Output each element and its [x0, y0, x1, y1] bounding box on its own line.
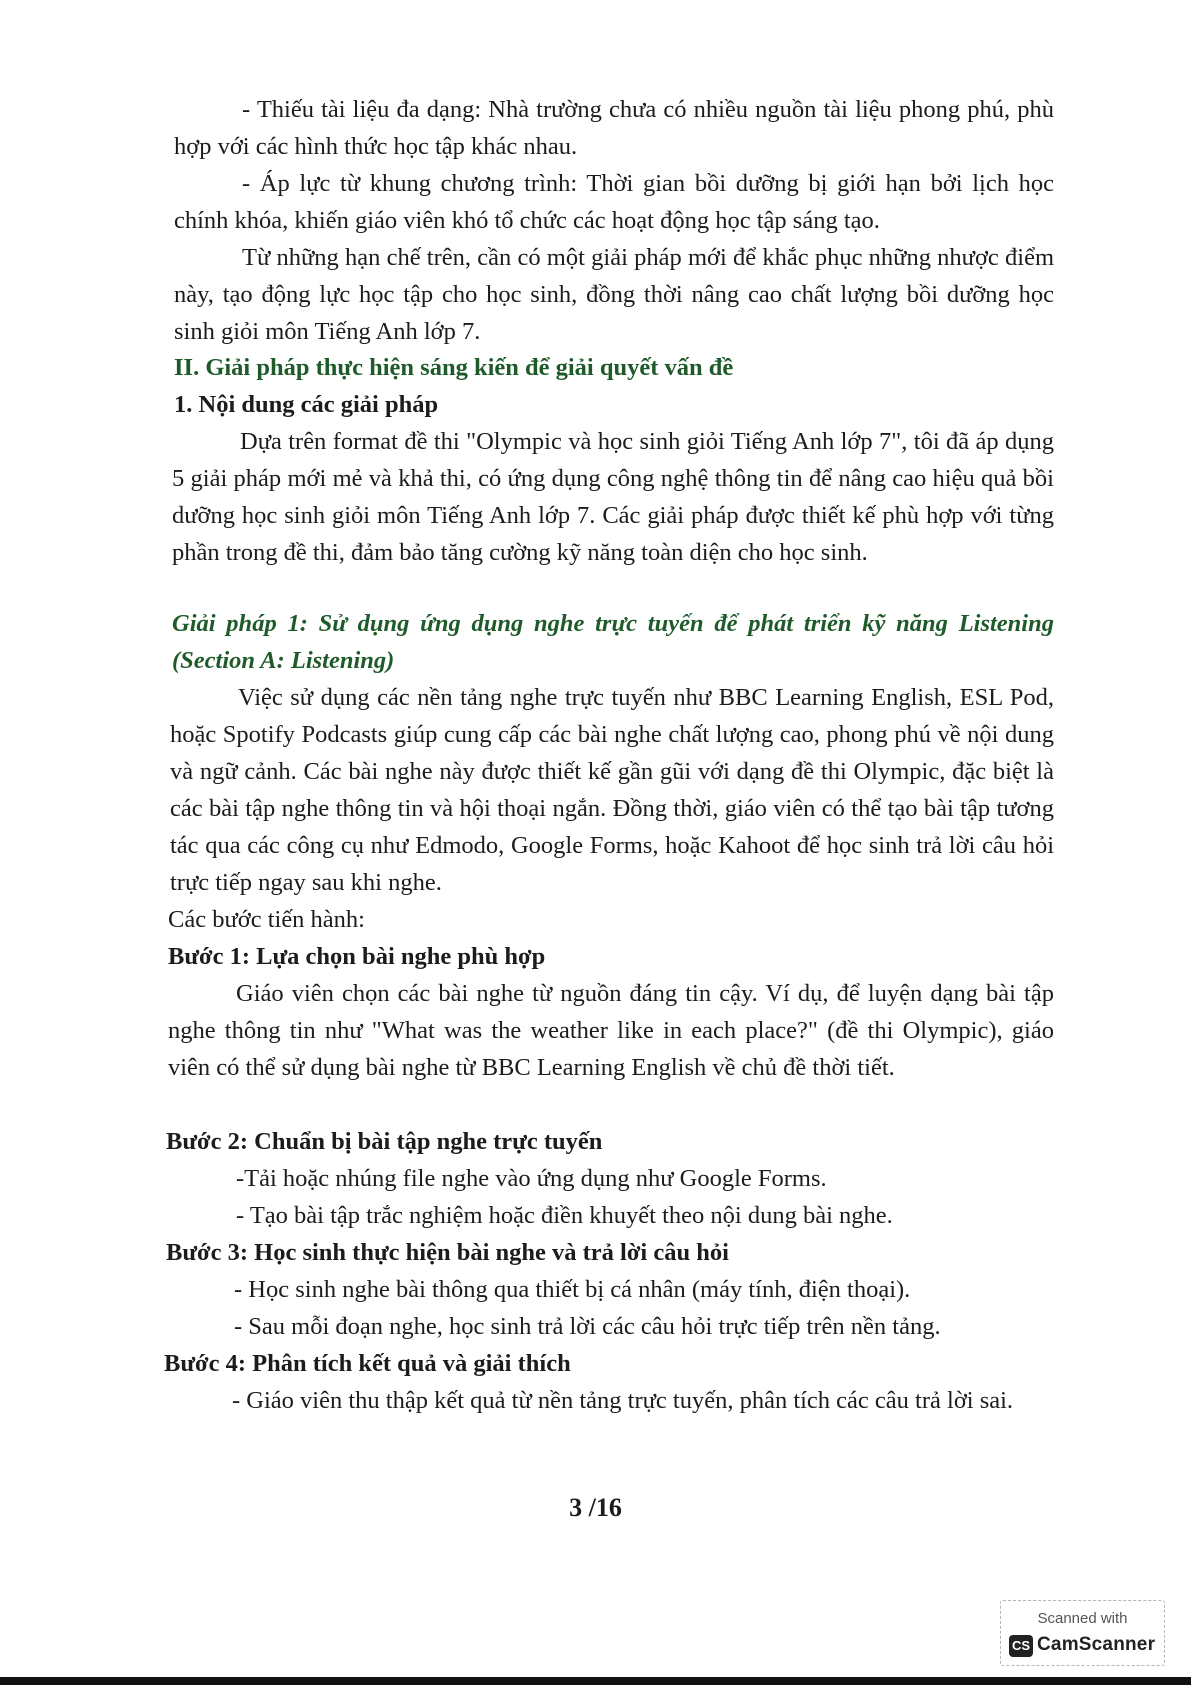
step-4-heading: Bước 4: Phân tích kết quả và giải thích: [164, 1350, 571, 1377]
step-4-bullet-1: - Giáo viên thu thập kết quả từ nền tảng trực tuyến, phân tích các câu trả lời sai.: [232, 1387, 1014, 1414]
step-2-heading: Bước 2: Chuẩn bị bài tập nghe trực tuyến: [166, 1128, 603, 1155]
watermark-caption: Scanned with: [1037, 1610, 1128, 1627]
paragraph-need-solution: Từ những hạn chế trên, cần có một giải pháp mới để khắc phục những nhược điểm này, tạo động lực học tập cho học sinh, đồng thời nâng cao chất lượng bồi dưỡng học sinh giỏi môn Tiếng Anh lớp 7.: [174, 244, 1054, 345]
paragraph-step-1: Giáo viên chọn các bài nghe từ nguồn đáng tin cậy. Ví dụ, để luyện dạng bài tập nghe thông tin như "What was the weather like in each place?" (đề thi Olympic), giáo viên có thể sử dụng bài nghe từ BBC Learning English về chủ đề thời tiết.: [168, 980, 1054, 1081]
scan-edge-bar: [0, 1677, 1191, 1685]
step-3-bullet-1: - Học sinh nghe bài thông qua thiết bị cá nhân (máy tính, điện thoại).: [234, 1276, 911, 1303]
step-3-bullet-2: - Sau mỗi đoạn nghe, học sinh trả lời các câu hỏi trực tiếp trên nền tảng.: [234, 1313, 941, 1340]
camscanner-watermark: [1000, 1600, 1165, 1666]
step-1-heading: Bước 1: Lựa chọn bài nghe phù hợp: [168, 943, 546, 970]
page-number: 3 /16: [569, 1493, 622, 1522]
solution-1-heading: Giải pháp 1: Sử dụng ứng dụng nghe trực tuyến để phát triển kỹ năng Listening (Section A: Listening): [172, 610, 1054, 674]
step-3-heading: Bước 3: Học sinh thực hiện bài nghe và trả lời câu hỏi: [166, 1239, 729, 1266]
step-2-bullet-2: - Tạo bài tập trắc nghiệm hoặc điền khuyết theo nội dung bài nghe.: [236, 1202, 893, 1229]
paragraph-lack-materials: - Thiếu tài liệu đa dạng: Nhà trường chưa có nhiều nguồn tài liệu phong phú, phù hợp với các hình thức học tập khác nhau.: [174, 96, 1054, 160]
subsection-heading: 1. Nội dung các giải pháp: [174, 391, 439, 418]
paragraph-curriculum-pressure: - Áp lực từ khung chương trình: Thời gian bồi dưỡng bị giới hạn bởi lịch học chính khóa, khiến giáo viên khó tổ chức các hoạt động học tập sáng tạo.: [174, 170, 1054, 234]
section-heading: II. Giải pháp thực hiện sáng kiến để giải quyết vấn đề: [174, 354, 734, 381]
steps-intro: Các bước tiến hành:: [168, 906, 365, 933]
watermark-brand: CamScanner: [1037, 1634, 1156, 1655]
paragraph-solutions-overview: Dựa trên format đề thi "Olympic và học sinh giỏi Tiếng Anh lớp 7", tôi đã áp dụng 5 giải pháp mới mẻ và khả thi, có ứng dụng công nghệ thông tin để nâng cao hiệu quả bồi dưỡng học sinh giỏi môn Tiếng Anh lớp 7. Các giải pháp được thiết kế phù hợp với từng phần trong đề thi, đảm bảo tăng cường kỹ năng toàn diện cho học sinh.: [172, 428, 1054, 566]
camscanner-logo-icon: CS: [1009, 1635, 1033, 1657]
step-2-bullet-1: -Tải hoặc nhúng file nghe vào ứng dụng như Google Forms.: [236, 1165, 827, 1192]
paragraph-solution-1-body: Việc sử dụng các nền tảng nghe trực tuyến như BBC Learning English, ESL Pod, hoặc Spotify Podcasts giúp cung cấp các bài nghe chất lượng cao, phong phú về nội dung và ngữ cảnh. Các bài nghe này được thiết kế gần gũi với dạng đề thi Olympic, đặc biệt là các bài tập nghe thông tin và hội thoại ngắn. Đồng thời, giáo viên có thể tạo bài tập tương tác qua các công cụ như Edmodo, Google Forms, hoặc Kahoot để học sinh trả lời câu hỏi trực tiếp ngay sau khi nghe.: [170, 684, 1054, 896]
